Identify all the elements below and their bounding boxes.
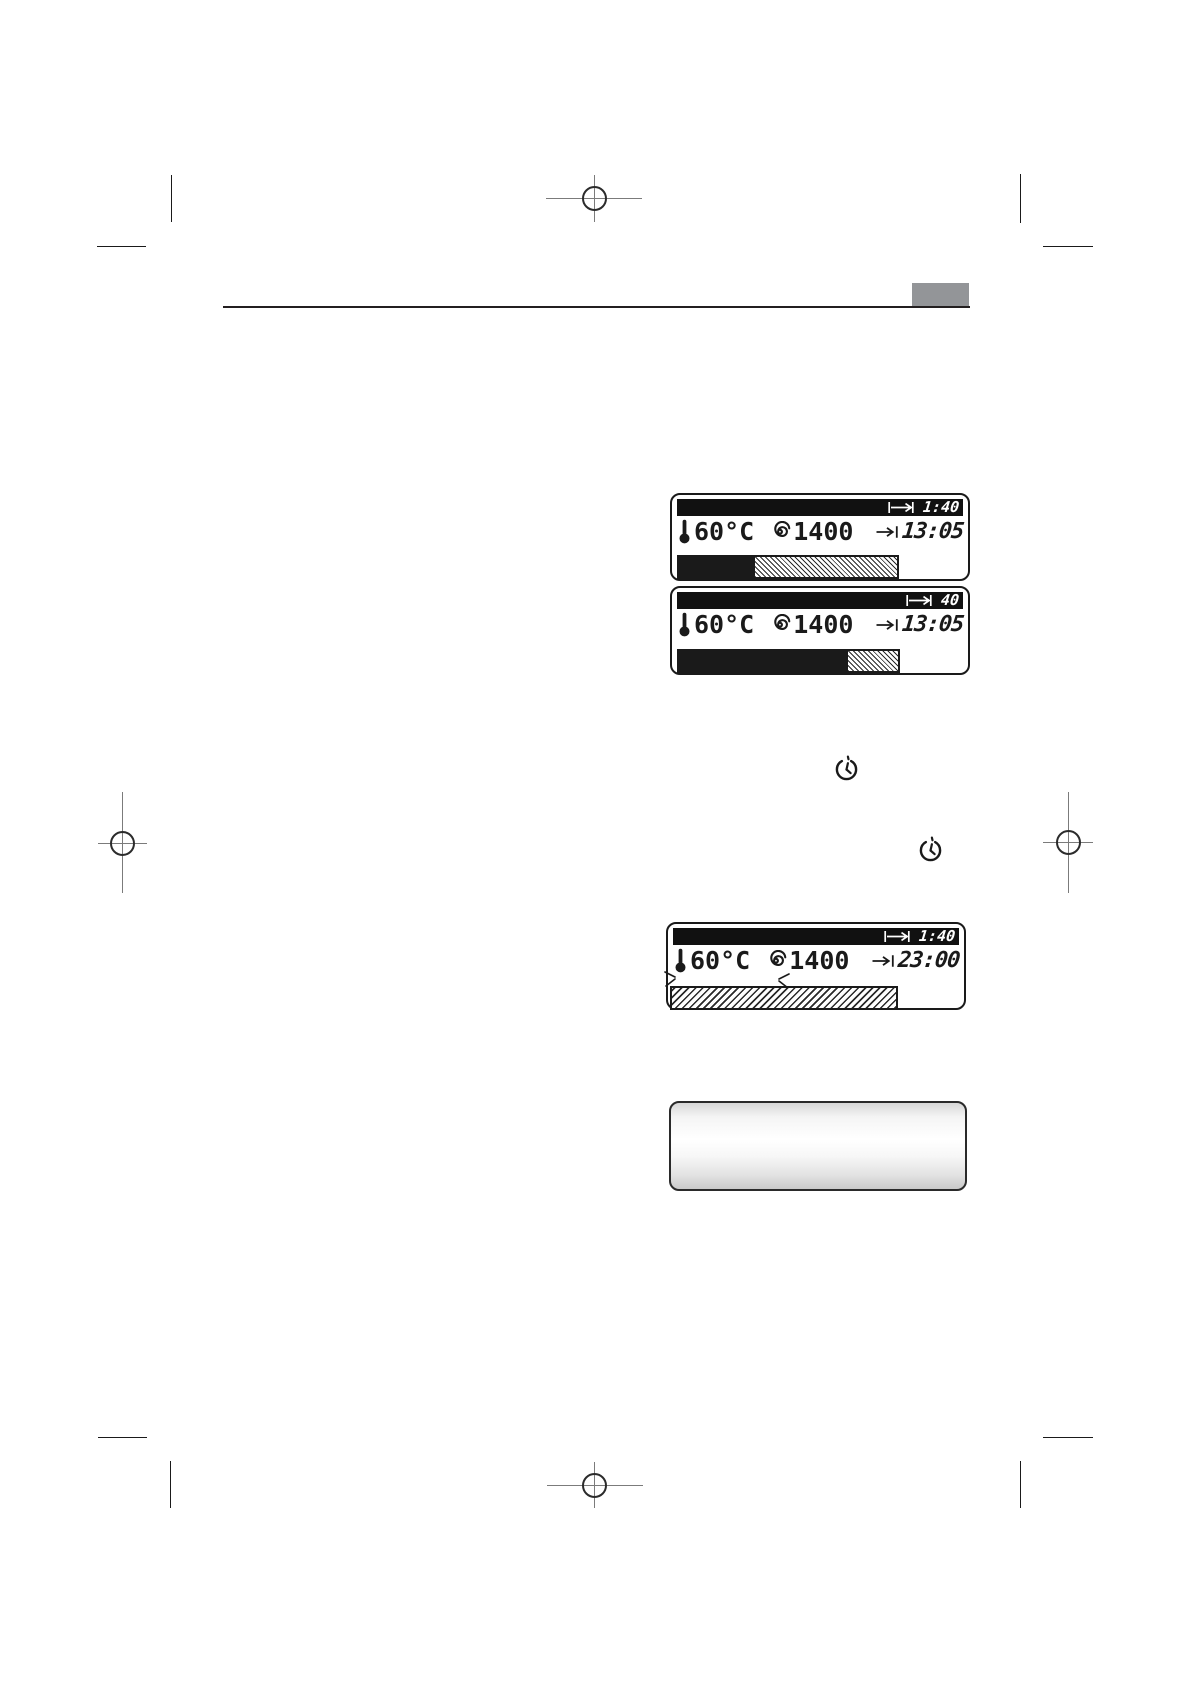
progress-bar	[677, 555, 899, 579]
note-box	[669, 1101, 967, 1191]
lcd-status-bar	[677, 592, 963, 609]
progress-elapsed	[679, 651, 848, 671]
finish-time-icon	[876, 618, 899, 632]
thermometer-icon	[679, 519, 690, 544]
lcd-status-bar	[673, 928, 959, 945]
crop-mark	[170, 1461, 171, 1508]
crop-mark	[97, 246, 146, 247]
temperature-value: 60°C	[694, 517, 755, 546]
delay-timer-clock-icon	[917, 836, 944, 863]
duration-icon	[884, 930, 910, 943]
delay-timer-clock-icon	[833, 755, 860, 782]
finish-time: 13:05	[900, 518, 965, 544]
temperature-value: 60°C	[690, 946, 751, 975]
duration-icon	[906, 594, 932, 607]
crop-mark	[1020, 174, 1021, 223]
spin-spiral-icon	[770, 521, 791, 542]
lcd-display-panel	[670, 493, 970, 581]
finish-time-icon	[872, 954, 895, 968]
duration-icon	[888, 501, 914, 514]
spin-speed-value: 1400	[793, 517, 854, 546]
progress-remaining	[672, 988, 896, 1008]
spin-spiral-icon	[770, 614, 791, 635]
finish-time-icon	[876, 525, 899, 539]
thermometer-icon	[679, 612, 690, 637]
lcd-display-panel	[670, 586, 970, 675]
page-tab	[912, 283, 969, 306]
spin-spiral-icon	[766, 950, 787, 971]
spin-speed-value: 1400	[793, 610, 854, 639]
progress-bar	[670, 986, 898, 1010]
crop-mark	[98, 1437, 147, 1438]
progress-elapsed	[679, 557, 755, 577]
progress-remaining	[755, 557, 897, 577]
crop-mark	[1043, 1437, 1093, 1438]
progress-remaining	[848, 651, 898, 671]
lcd-display-panel	[666, 922, 966, 1010]
remaining-time: 40	[940, 591, 960, 609]
crop-mark	[171, 175, 172, 222]
lcd-status-bar	[677, 499, 963, 516]
remaining-time: 1:40	[921, 498, 960, 516]
remaining-time: 1:40	[917, 927, 956, 945]
finish-time: 13:05	[900, 611, 965, 637]
crop-mark	[1020, 1461, 1021, 1508]
crop-mark	[1043, 246, 1093, 247]
header-rule	[223, 306, 970, 308]
spin-speed-value: 1400	[789, 946, 850, 975]
finish-time: 23:00	[896, 947, 961, 973]
progress-bar	[677, 649, 900, 673]
temperature-value: 60°C	[694, 610, 755, 639]
